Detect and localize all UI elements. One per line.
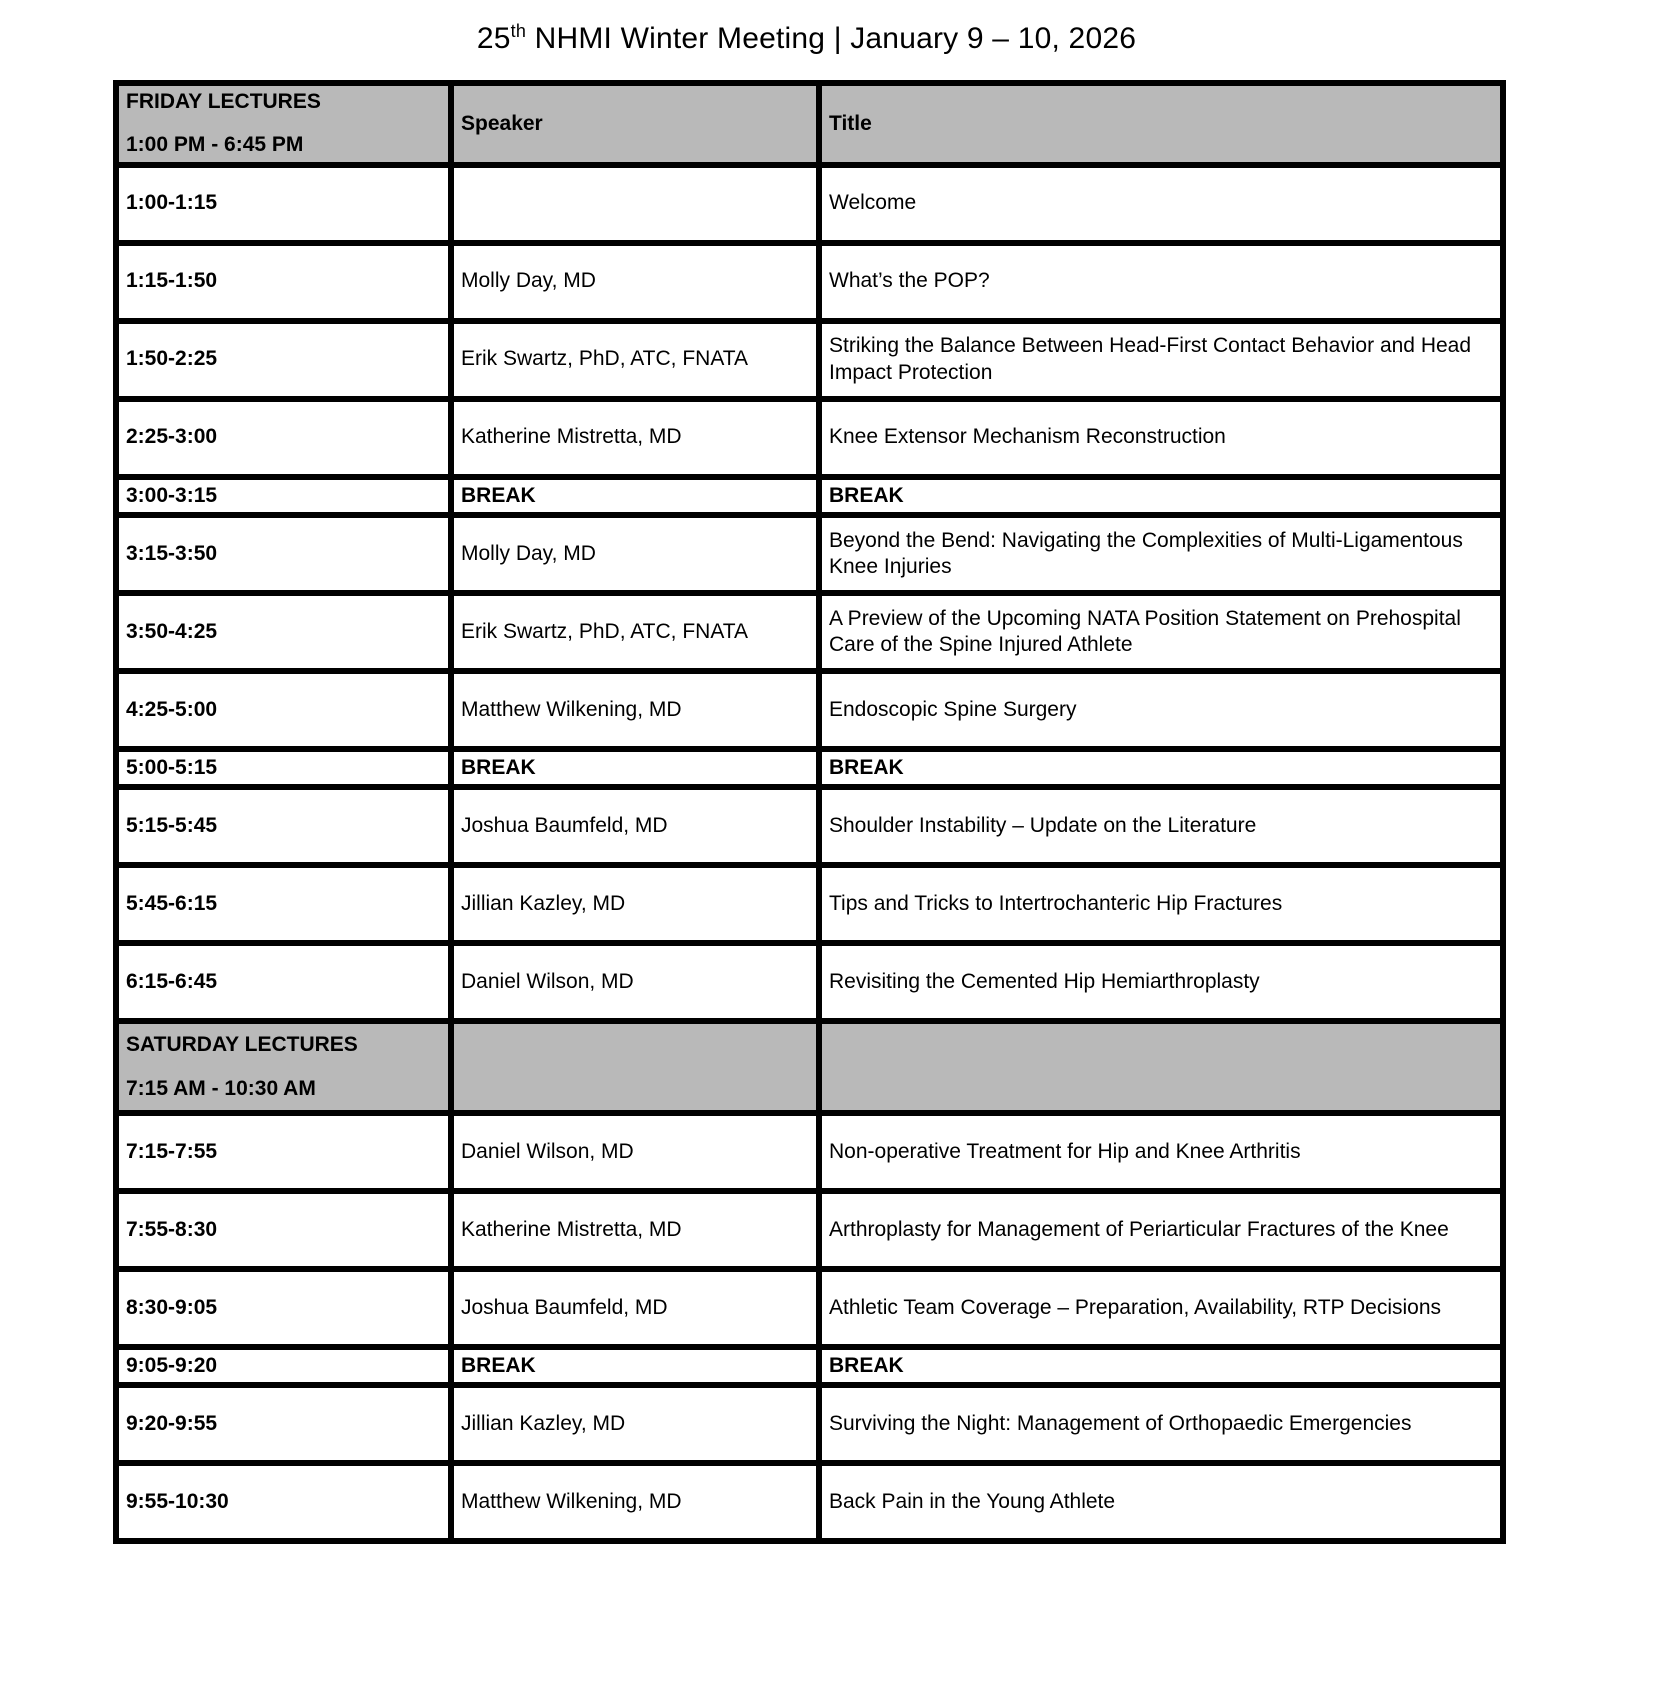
time-cell: 1:50-2:25 <box>116 321 451 399</box>
title-cell: A Preview of the Upcoming NATA Position Statement on Prehospital Care of the Spine Injured Athlete <box>819 593 1503 671</box>
speaker-cell: Matthew Wilkening, MD <box>451 1463 819 1541</box>
section-time-range: 1:00 PM - 6:45 PM <box>126 133 304 157</box>
time-cell: 2:25-3:00 <box>116 399 451 477</box>
speaker-cell: Jillian Kazley, MD <box>451 1385 819 1463</box>
speaker-cell: Katherine Mistretta, MD <box>451 399 819 477</box>
schedule-table <box>113 80 1506 1544</box>
title-cell: Surviving the Night: Management of Orthopaedic Emergencies <box>819 1385 1503 1463</box>
break-row <box>116 1347 1503 1385</box>
title-cell: Tips and Tricks to Intertrochanteric Hip Fractures <box>819 865 1503 943</box>
title-cell: Arthroplasty for Management of Periarticular Fractures of the Knee <box>819 1191 1503 1269</box>
session-row <box>116 1463 1503 1541</box>
speaker-cell: Joshua Baumfeld, MD <box>451 1269 819 1347</box>
time-cell: 1:15-1:50 <box>116 243 451 321</box>
time-cell: 3:00-3:15 <box>116 477 451 515</box>
time-cell: 5:15-5:45 <box>116 787 451 865</box>
title-cell: Back Pain in the Young Athlete <box>819 1463 1503 1541</box>
title-cell: Welcome <box>819 165 1503 243</box>
section-name: SATURDAY LECTURES <box>126 1033 358 1057</box>
title-cell: Shoulder Instability – Update on the Literature <box>819 787 1503 865</box>
section-header-row <box>116 1021 1503 1113</box>
title-cell: Athletic Team Coverage – Preparation, Availability, RTP Decisions <box>819 1269 1503 1347</box>
break-row <box>116 477 1503 515</box>
title-cell <box>819 1021 1503 1113</box>
speaker-cell <box>451 1021 819 1113</box>
speaker-cell: Katherine Mistretta, MD <box>451 1191 819 1269</box>
page-title-number: 25 <box>476 22 511 55</box>
title-cell: Knee Extensor Mechanism Reconstruction <box>819 399 1503 477</box>
time-cell: 7:15-7:55 <box>116 1113 451 1191</box>
speaker-cell: Erik Swartz, PhD, ATC, FNATA <box>451 321 819 399</box>
time-cell: 3:50-4:25 <box>116 593 451 671</box>
speaker-cell: Daniel Wilson, MD <box>451 1113 819 1191</box>
speaker-cell: Joshua Baumfeld, MD <box>451 787 819 865</box>
session-row <box>116 1191 1503 1269</box>
title-cell: Striking the Balance Between Head-First Contact Behavior and Head Impact Protection <box>819 321 1503 399</box>
session-row <box>116 321 1503 399</box>
speaker-cell: BREAK <box>451 477 819 515</box>
title-cell: What’s the POP? <box>819 243 1503 321</box>
speaker-cell: Matthew Wilkening, MD <box>451 671 819 749</box>
break-row <box>116 749 1503 787</box>
time-cell: 5:00-5:15 <box>116 749 451 787</box>
session-row <box>116 1269 1503 1347</box>
time-cell: 8:30-9:05 <box>116 1269 451 1347</box>
speaker-cell: Jillian Kazley, MD <box>451 865 819 943</box>
section-time-range: 7:15 AM - 10:30 AM <box>126 1076 316 1100</box>
session-row <box>116 1385 1503 1463</box>
title-cell: Revisiting the Cemented Hip Hemiarthroplasty <box>819 943 1503 1021</box>
time-cell: 1:00-1:15 <box>116 165 451 243</box>
time-cell: 9:55-10:30 <box>116 1463 451 1541</box>
time-cell: 4:25-5:00 <box>116 671 451 749</box>
title-cell: Endoscopic Spine Surgery <box>819 671 1503 749</box>
time-cell: 3:15-3:50 <box>116 515 451 593</box>
time-cell: 9:05-9:20 <box>116 1347 451 1385</box>
session-row <box>116 1113 1503 1191</box>
page-title <box>113 22 1500 56</box>
session-row <box>116 671 1503 749</box>
session-row <box>116 593 1503 671</box>
section-name: FRIDAY LECTURES <box>126 90 321 113</box>
session-row <box>116 399 1503 477</box>
time-cell: 7:55-8:30 <box>116 1191 451 1269</box>
time-cell: 9:20-9:55 <box>116 1385 451 1463</box>
time-cell: 5:45-6:15 <box>116 865 451 943</box>
section-header-cell <box>116 83 451 165</box>
title-cell: BREAK <box>819 749 1503 787</box>
session-row <box>116 865 1503 943</box>
session-row <box>116 165 1503 243</box>
page-title-text: NHMI Winter Meeting | January 9 – 10, 2026 <box>526 22 1137 55</box>
speaker-cell: Molly Day, MD <box>451 243 819 321</box>
speaker-cell: BREAK <box>451 749 819 787</box>
session-row <box>116 943 1503 1021</box>
speaker-cell: Daniel Wilson, MD <box>451 943 819 1021</box>
title-cell: Beyond the Bend: Navigating the Complexities of Multi-Ligamentous Knee Injuries <box>819 515 1503 593</box>
speaker-cell: BREAK <box>451 1347 819 1385</box>
title-cell: BREAK <box>819 1347 1503 1385</box>
session-row <box>116 515 1503 593</box>
title-cell: Non-operative Treatment for Hip and Knee Arthritis <box>819 1113 1503 1191</box>
schedule-table-body <box>116 83 1503 1541</box>
time-cell: 6:15-6:45 <box>116 943 451 1021</box>
page-title-ordinal: th <box>510 21 527 41</box>
title-cell: Title <box>819 83 1503 165</box>
session-row <box>116 243 1503 321</box>
speaker-cell: Erik Swartz, PhD, ATC, FNATA <box>451 593 819 671</box>
speaker-cell <box>451 165 819 243</box>
section-header-cell <box>116 1021 451 1113</box>
title-cell: BREAK <box>819 477 1503 515</box>
session-row <box>116 787 1503 865</box>
speaker-cell: Molly Day, MD <box>451 515 819 593</box>
section-header-row <box>116 83 1503 165</box>
speaker-cell: Speaker <box>451 83 819 165</box>
